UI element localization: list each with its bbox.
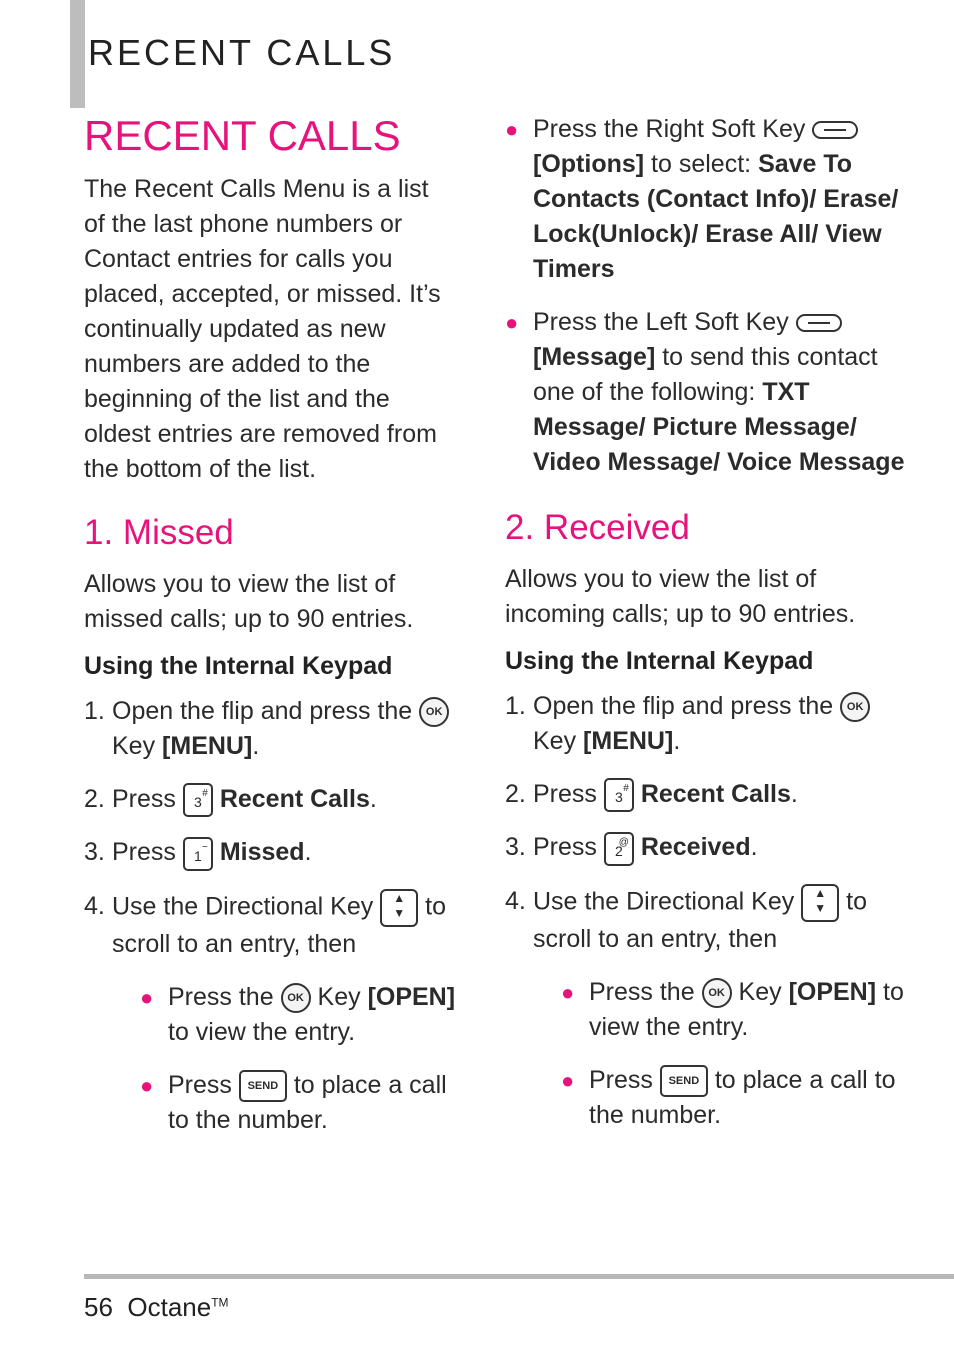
received-step-2	[505, 777, 905, 812]
key-2-symbol: @	[618, 836, 629, 848]
step-text-part: Use the Directional Key	[533, 887, 795, 916]
step-number: 2.	[505, 780, 526, 808]
step-text: Press 1 ~ Missed.	[112, 835, 312, 870]
bullet-text-part: to view the entry.	[168, 1017, 356, 1046]
footer-divider	[84, 1274, 954, 1279]
page-footer	[84, 1292, 229, 1323]
step-number: 3.	[505, 833, 526, 862]
key-3-symbol: #	[202, 788, 208, 800]
bullet-text	[589, 975, 905, 1045]
missed-heading: 1. Missed	[84, 513, 234, 552]
product-name: Octane	[127, 1292, 212, 1322]
bullet-icon: ●	[561, 979, 575, 1005]
missed-step-1	[84, 694, 456, 764]
open-label: [OPEN]	[367, 982, 456, 1011]
arrow-down-icon: ▼	[814, 900, 827, 915]
right-column	[505, 112, 905, 1151]
open-label: [OPEN]	[788, 977, 877, 1006]
key-2-digit: 2	[614, 842, 623, 859]
ok-key-icon: OK	[840, 692, 870, 722]
step-text-part: to scroll to an entry, then	[533, 887, 867, 953]
bullet-text-part: to select:	[651, 150, 752, 178]
message-label: [Message]	[533, 343, 656, 371]
bullet-text	[533, 112, 905, 287]
step-text-part: Key	[112, 732, 156, 760]
step-number: 1.	[84, 697, 105, 725]
missed-step-3	[84, 835, 456, 870]
bullet-icon: ●	[505, 117, 519, 142]
bullet-text-part: Press the Right Soft Key	[533, 115, 806, 143]
bullet-text	[533, 305, 905, 480]
received-bullet-open	[505, 975, 905, 1045]
step-number: 4.	[505, 886, 526, 915]
page-title: RECENT CALLS	[84, 112, 401, 159]
section-header: RECENT CALLS	[88, 32, 396, 73]
received-step-4	[505, 884, 905, 957]
options-label: [Options]	[533, 150, 645, 178]
bullet-text-part: to place a call to the number.	[168, 1070, 447, 1134]
message-bullet	[505, 305, 905, 480]
step-text-part: Press	[533, 780, 597, 808]
received-bullet-send	[505, 1063, 905, 1133]
missed-description: Allows you to view the list of missed calls; up to 90 entries.	[84, 570, 414, 633]
step-text: Open the flip and press the OK Key [MENU].	[533, 689, 905, 759]
received-heading: 2. Received	[505, 508, 690, 547]
directional-key-icon	[380, 889, 418, 927]
right-soft-key-icon	[812, 121, 858, 139]
missed-step-4	[84, 889, 456, 962]
key-2-icon	[604, 832, 634, 866]
key-3-symbol: #	[623, 783, 629, 795]
bullet-icon: ●	[505, 310, 519, 335]
bullet-text-part: Press the Left Soft Key	[533, 308, 789, 336]
missed-bullet-open	[84, 980, 456, 1050]
ok-key-icon: OK	[702, 978, 732, 1008]
menu-label: [MENU]	[583, 727, 674, 755]
step-text	[112, 889, 456, 962]
step-number: 3.	[84, 838, 105, 867]
bullet-icon: ●	[140, 984, 154, 1010]
options-bullet	[505, 112, 905, 287]
arrow-up-icon: ▲	[393, 890, 406, 905]
step-text: Press 3 # Recent Calls.	[112, 782, 377, 817]
missed-label: Missed	[219, 838, 305, 867]
header-side-bar	[70, 0, 85, 108]
left-column	[84, 112, 456, 1156]
step-text: Open the flip and press the OK Key [MENU].	[112, 694, 456, 764]
step-text-part: Press	[112, 838, 176, 867]
bullet-text-part: to send this contact one of the following:	[533, 343, 878, 406]
bullet-text	[168, 1068, 456, 1138]
step-text-part: Open the flip and press the	[112, 697, 413, 725]
key-3-icon	[604, 778, 634, 812]
received-subheading: Using the Internal Keypad	[505, 647, 814, 675]
missed-bullet-send	[84, 1068, 456, 1138]
key-3-digit: 3	[614, 789, 623, 806]
intro-paragraph: The Recent Calls Menu is a list of the last phone numbers or Contact entries for calls you placed, accepted, or missed. It’s continually updated as new numbers are added to the beginning of the list and the oldest entries are removed from the bottom of the list.	[84, 175, 441, 483]
page-number: 56	[84, 1292, 113, 1322]
step-number: 4.	[84, 891, 105, 920]
directional-key-icon	[801, 884, 839, 922]
missed-step-2	[84, 782, 456, 817]
step-text-part: to scroll to an entry, then	[112, 892, 446, 958]
key-1-digit: 1	[193, 847, 202, 864]
send-key-icon: SEND	[239, 1070, 287, 1102]
step-text: Press 3 # Recent Calls.	[533, 777, 798, 812]
step-number: 2.	[84, 785, 105, 813]
bullet-text-part: to view the entry.	[589, 977, 904, 1041]
bullet-text-part: Key	[317, 982, 361, 1011]
step-text-part: Press	[533, 833, 597, 862]
options-list: Save To Contacts (Contact Info)/ Erase/ Lock(Unlock)/ Erase All/ View Timers	[533, 150, 899, 283]
arrow-down-icon: ▼	[393, 905, 406, 920]
menu-label: [MENU]	[162, 732, 253, 760]
received-step-3	[505, 830, 905, 865]
bullet-text	[589, 1063, 905, 1133]
trademark: TM	[211, 1295, 229, 1310]
step-number: 1.	[505, 692, 526, 720]
bullet-text	[168, 980, 456, 1050]
bullet-text-part: Key	[738, 977, 782, 1006]
step-text-part: Key	[533, 727, 577, 755]
bullet-icon: ●	[561, 1067, 575, 1093]
recent-calls-label: Recent Calls	[640, 780, 791, 808]
bullet-text-part: Press	[589, 1065, 653, 1094]
step-text-part: Open the flip and press the	[533, 692, 834, 720]
left-soft-key-icon	[796, 314, 842, 332]
received-description: Allows you to view the list of incoming calls; up to 90 entries.	[505, 565, 856, 628]
key-1-symbol: ~	[202, 841, 208, 853]
bullet-text-part: Press the	[168, 982, 274, 1011]
step-text-part: Use the Directional Key	[112, 892, 374, 921]
key-3-icon	[183, 783, 213, 817]
step-text-part: Press	[112, 785, 176, 813]
step-text	[533, 884, 905, 957]
step-text: Press 2 @ Received.	[533, 830, 758, 865]
bullet-text-part: Press	[168, 1070, 232, 1099]
send-key-icon: SEND	[660, 1065, 708, 1097]
key-3-digit: 3	[193, 794, 202, 811]
ok-key-icon: OK	[281, 983, 311, 1013]
ok-key-icon: OK	[419, 697, 449, 727]
missed-subheading: Using the Internal Keypad	[84, 652, 393, 680]
received-step-1	[505, 689, 905, 759]
bullet-icon: ●	[140, 1072, 154, 1098]
recent-calls-label: Recent Calls	[219, 785, 370, 813]
received-label: Received	[640, 833, 751, 862]
arrow-up-icon: ▲	[814, 885, 827, 900]
bullet-text-part: Press the	[589, 977, 695, 1006]
bullet-text-part: to place a call to the number.	[589, 1065, 896, 1129]
key-1-icon	[183, 837, 213, 871]
message-types-list: TXT Message/ Picture Message/ Video Message/ Voice Message	[533, 378, 905, 476]
